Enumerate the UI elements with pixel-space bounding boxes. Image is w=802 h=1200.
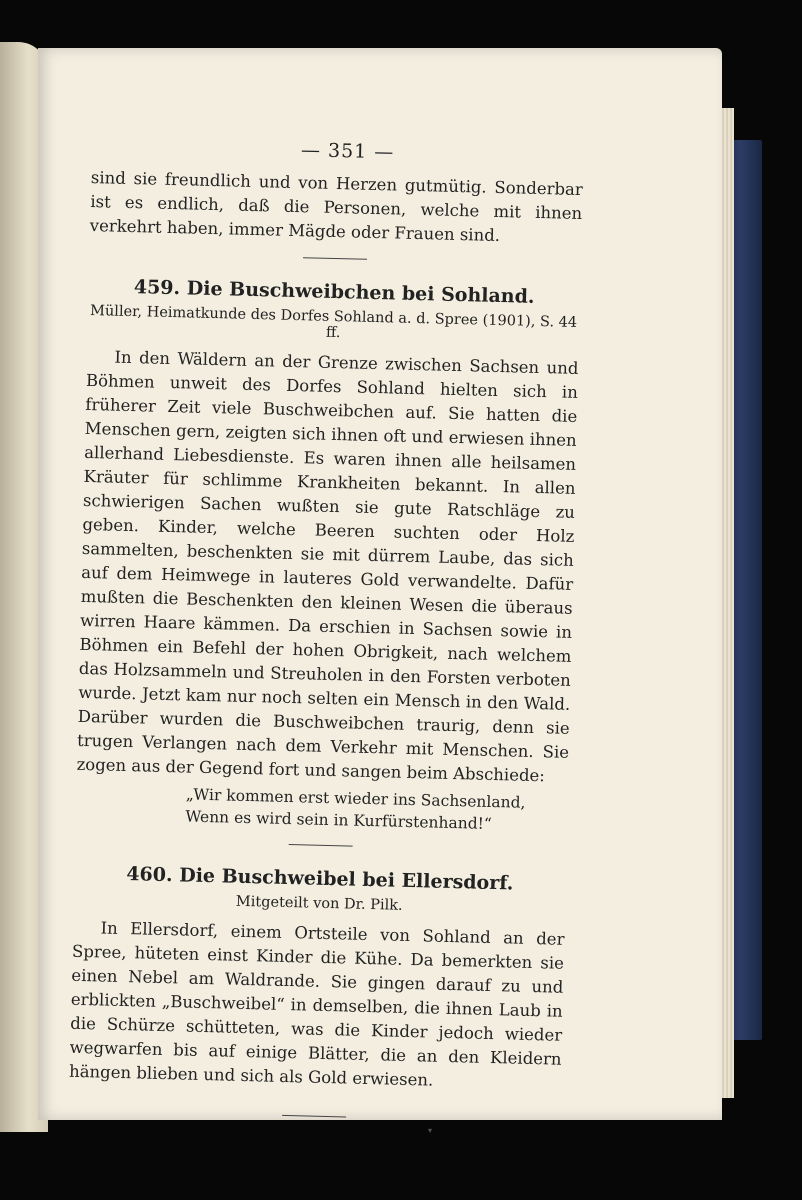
section-body-460: In Ellersdorf, einem Ortsteile von Sohland an der Spree, hüteten einst Kinder die Kühe. Da bemerkten sie einen Nebel am Waldrande. Sie gingen darauf zu und erblickten „Buschweibel“ in demselben, die ihnen Laub in die Schürze schütteten, was die Kinder jedoch wieder wegwarfen bis auf einige Blätter, die an den Kleidern hängen blieben und sich als Gold erwiesen. bbox=[68, 918, 565, 1090]
verse bbox=[185, 783, 568, 836]
section-heading-460: 460. Die Buschweibel bei Ellersdorf. bbox=[126, 863, 514, 895]
verse-line: Wenn es wird sein in Kurfürstenhand!“ bbox=[185, 807, 492, 833]
page-content bbox=[68, 134, 584, 1145]
continuation-paragraph: sind sie freundlich und von Herzen gutmütig. Sonderbar ist es endlich, daß die Personen, welche mit ihnen verkehrt haben, immer Mägde oder Frauen sind. bbox=[89, 167, 584, 245]
printer-mark: ▾ bbox=[428, 1126, 433, 1135]
section-divider bbox=[289, 844, 353, 847]
verse-line: „Wir kommen erst wieder ins Sachsenland, bbox=[185, 785, 526, 812]
section-heading-459: 459. Die Buschweibchen bei Sohland. bbox=[133, 276, 535, 308]
end-divider bbox=[282, 1115, 346, 1118]
section-body-459: In den Wäldern an der Grenze zwischen Sachsen und Böhmen unweit des Dorfes Sohland hielten sich in früherer Zeit viele Buschweibchen auf. Sie hatten die Menschen gern, zeigten sich ihnen oft und erwiesen ihnen allerhand Liebesdienste. Es waren ihnen alle heilsamen Kräuter für schlimme Krankheiten bekannt. In allen schwierigen Sachen wußten sie gute Ratschläge zu geben. Kinder, welche Beeren suchten oder Holz sammelten, beschenkten sie mit dürrem Laube, das sich auf dem Heimwege in lauteres Gold verwandelte. Dafür mußten die Beschenkten den kleinen Wesen die überaus wirren Haare kämmen. Da erschien in Sachsen sowie in Böhmen ein Befehl der hohen Obrigkeit, nach welchem das Holzsammeln und Streuholen in den Forsten verboten wurde. Jetzt kam nur noch selten ein Mensch in den Wald. Darüber wurden die Buschweibchen traurig, denn sie trugen Verlangen nach dem Verkehr mit Menschen. Sie zogen aus der Gegend fort und sangen beim Abschiede: bbox=[76, 347, 579, 786]
page-number: — 351 — bbox=[300, 139, 395, 164]
section-divider bbox=[303, 257, 367, 260]
section-source-460: Mitgeteilt von Dr. Pilk. bbox=[235, 893, 403, 914]
section-source-459: Müller, Heimatkunde des Dorfes Sohland a. d. Spree (1901), S. 44 ff. bbox=[89, 303, 578, 342]
